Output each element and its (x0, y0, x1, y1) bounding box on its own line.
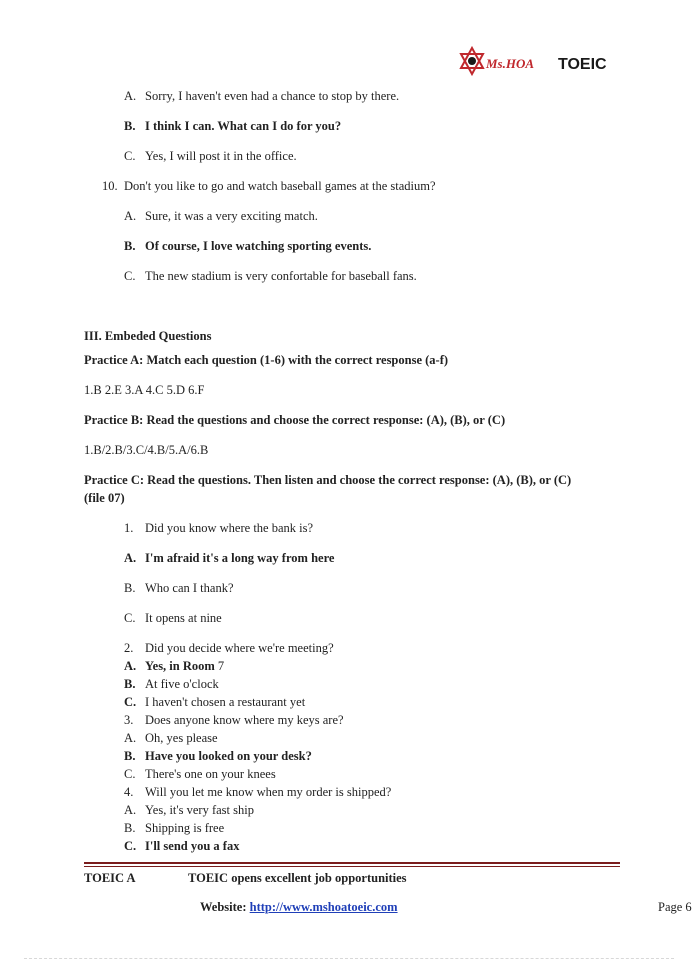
pc3-option-a (124, 731, 218, 746)
q9-option-a (124, 89, 400, 104)
question-text: Does anyone know where my keys are? (145, 713, 344, 727)
question-number: 3. (124, 713, 134, 727)
pc3-question (124, 713, 344, 728)
question-number: 1. (124, 521, 134, 535)
option-letter: B. (124, 821, 136, 835)
footer-website (200, 900, 398, 915)
footer-rule-thin (84, 866, 620, 867)
pc2-option-c (124, 695, 306, 710)
practice-b-heading: Practice B: Read the questions and choose the correct response: (A), (B), or (C) (84, 413, 506, 427)
option-text: I'll send you a fax (145, 839, 240, 853)
q9-option-c (124, 149, 297, 164)
pc1-option-c (124, 611, 222, 626)
question-text: Did you decide where we're meeting? (145, 641, 334, 655)
option-text: I'm afraid it's a long way from here (145, 551, 335, 565)
practice-c-heading: Practice C: Read the questions. Then listen and choose the correct response: (A), (B), or (C) (84, 473, 572, 487)
option-text: Yes, in Room (145, 659, 215, 673)
pc4-option-c (124, 839, 240, 854)
option-letter: C. (124, 269, 136, 283)
option-letter: B. (124, 581, 136, 595)
option-letter: A. (124, 731, 137, 745)
option-text: There's one on your knees (145, 767, 276, 781)
option-text: Of course, I love watching sporting events. (145, 239, 372, 253)
question-text: Did you know where the bank is? (145, 521, 314, 535)
option-letter: A. (124, 659, 137, 673)
website-label: Website: (200, 900, 247, 914)
option-letter: C. (124, 839, 137, 853)
pc1-option-b (124, 581, 234, 596)
option-letter: A. (124, 209, 137, 223)
pc2-option-b (124, 677, 219, 692)
page-edge-divider (24, 958, 674, 959)
option-letter: C. (124, 149, 136, 163)
option-letter: A. (124, 551, 137, 565)
practice-a-heading: Practice A: Match each question (1-6) with the correct response (a-f) (84, 353, 449, 367)
logo-emblem-icon (458, 44, 618, 80)
q10-question (102, 179, 436, 194)
option-text: I think I can. What can I do for you? (145, 119, 342, 133)
logo-script: Ms.HOA (486, 56, 535, 71)
pc3-option-b (124, 749, 312, 764)
question-number: 10. (102, 179, 118, 193)
option-text-suffix: 7 (217, 659, 225, 673)
logo-word: TOEIC (558, 56, 607, 73)
pc2-question (124, 641, 334, 656)
option-text: Have you looked on your desk? (145, 749, 312, 763)
question-number: 2. (124, 641, 134, 655)
pc3-option-c (124, 767, 276, 782)
option-text: The new stadium is very confortable for baseball fans. (145, 269, 417, 283)
footer-rule (84, 862, 620, 864)
option-text: Sure, it was a very exciting match. (145, 209, 318, 223)
question-text: Will you let me know when my order is shipped? (145, 785, 392, 799)
option-letter: B. (124, 677, 136, 691)
option-letter: C. (124, 695, 137, 709)
question-number: 4. (124, 785, 134, 799)
practice-b-answers: 1.B/2.B/3.C/4.B/5.A/6.B (84, 443, 209, 457)
option-letter: A. (124, 89, 137, 103)
option-text: Oh, yes please (145, 731, 218, 745)
pc2-option-a (124, 659, 225, 674)
option-text: Yes, I will post it in the office. (145, 149, 297, 163)
option-letter: C. (124, 767, 136, 781)
option-letter: B. (124, 749, 136, 763)
pc4-option-b (124, 821, 225, 836)
option-text: Sorry, I haven't even had a chance to stop by there. (145, 89, 400, 103)
option-text: At five o'clock (145, 677, 219, 691)
q9-option-b (124, 119, 342, 134)
pc4-option-a (124, 803, 254, 818)
practice-a-answers: 1.B 2.E 3.A 4.C 5.D 6.F (84, 383, 205, 397)
pc1-question (124, 521, 314, 536)
option-letter: B. (124, 119, 136, 133)
option-text: It opens at nine (145, 611, 222, 625)
q10-option-c (124, 269, 417, 284)
q10-option-b (124, 239, 372, 254)
option-text: I haven't chosen a restaurant yet (145, 695, 306, 709)
option-letter: A. (124, 803, 137, 817)
option-letter: B. (124, 239, 136, 253)
pc1-option-a (124, 551, 335, 566)
section-title: III. Embeded Questions (84, 329, 212, 343)
option-text: Yes, it's very fast ship (145, 803, 254, 817)
website-link[interactable]: http://www.mshoatoeic.com (249, 900, 398, 914)
option-text: Shipping is free (145, 821, 225, 835)
question-text: Don't you like to go and watch baseball games at the stadium? (124, 179, 436, 193)
option-text: Who can I thank? (145, 581, 234, 595)
footer-course: TOEIC A (84, 871, 136, 885)
page-number: Page 6 (658, 900, 692, 914)
option-letter: C. (124, 611, 136, 625)
pc4-question (124, 785, 392, 800)
practice-c-heading-file: (file 07) (84, 491, 125, 505)
footer-tagline: TOEIC opens excellent job opportunities (188, 871, 407, 885)
brand-logo (458, 44, 618, 80)
q10-option-a (124, 209, 318, 224)
